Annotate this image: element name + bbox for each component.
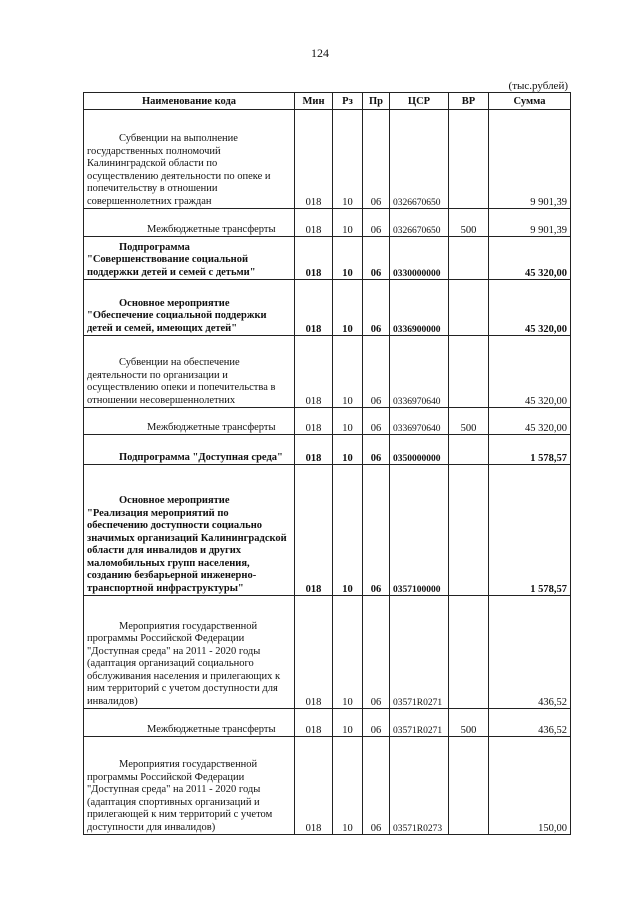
table-row	[84, 737, 571, 835]
row-vr	[449, 737, 489, 835]
header-csr: ЦСР	[390, 93, 449, 110]
unit-note: (тыс.рублей)	[508, 80, 568, 92]
row-name: Основное мероприятие "Обеспечение социальной поддержки детей и семей, имеющих детей"	[87, 297, 267, 334]
row-pr: 06	[363, 596, 390, 709]
row-name: Субвенции на обеспечение деятельности по организации и осуществлению опеки и попечительства в отношении несовершеннолетних	[87, 357, 276, 406]
row-csr: 0357100000	[390, 465, 449, 596]
row-csr: 0336900000	[390, 280, 449, 336]
row-csr: 03571R0271	[390, 596, 449, 709]
row-pr: 06	[363, 709, 390, 737]
row-vr	[449, 280, 489, 336]
row-min: 018	[295, 209, 333, 237]
header-vr: ВР	[449, 93, 489, 110]
row-min: 018	[295, 280, 333, 336]
row-rz: 10	[333, 237, 363, 280]
row-rz: 10	[333, 336, 363, 408]
row-sum: 436,52	[489, 596, 571, 709]
table-header-row	[84, 93, 571, 110]
row-rz: 10	[333, 435, 363, 465]
row-csr: 0326670650	[390, 110, 449, 209]
table-row	[84, 596, 571, 709]
row-sum: 1 578,57	[489, 435, 571, 465]
row-vr: 500	[449, 709, 489, 737]
table-row	[84, 435, 571, 465]
row-min: 018	[295, 435, 333, 465]
row-sum: 150,00	[489, 737, 571, 835]
row-rz: 10	[333, 737, 363, 835]
row-vr	[449, 336, 489, 408]
row-name: Мероприятия государственной программы Российской Федерации "Доступная среда" на 2011 - 2020 годы (адаптация спортивных организаций и прилегающей к ним территорий с учетом доступности для инвалидов)	[87, 759, 273, 833]
row-sum: 9 901,39	[489, 110, 571, 209]
table-row	[84, 465, 571, 596]
row-rz: 10	[333, 709, 363, 737]
row-csr: 03571R0273	[390, 737, 449, 835]
table-row	[84, 709, 571, 737]
row-pr: 06	[363, 280, 390, 336]
row-pr: 06	[363, 209, 390, 237]
row-sum: 436,52	[489, 709, 571, 737]
table-row	[84, 336, 571, 408]
row-min: 018	[295, 336, 333, 408]
row-vr: 500	[449, 408, 489, 435]
row-sum: 45 320,00	[489, 237, 571, 280]
row-name: Подпрограмма "Доступная среда"	[119, 451, 283, 463]
row-csr: 0326670650	[390, 209, 449, 237]
row-name: Межбюджетные трансферты	[147, 421, 276, 433]
row-pr: 06	[363, 737, 390, 835]
table-row	[84, 110, 571, 209]
row-pr: 06	[363, 110, 390, 209]
row-name: Подпрограмма "Совершенствование социальной поддержки детей и семей с детьми"	[87, 241, 256, 278]
row-sum: 45 320,00	[489, 336, 571, 408]
row-csr: 0350000000	[390, 435, 449, 465]
row-pr: 06	[363, 336, 390, 408]
row-rz: 10	[333, 110, 363, 209]
row-rz: 10	[333, 209, 363, 237]
row-min: 018	[295, 237, 333, 280]
row-pr: 06	[363, 237, 390, 280]
header-sum: Сумма	[489, 93, 571, 110]
row-name: Мероприятия государственной программы Российской Федерации "Доступная среда" на 2011 - 2020 годы (адаптация организаций социального обслуживания населения и прилегающих к ним территорий с учетом доступности для инвалидов)	[87, 620, 281, 707]
header-min: Мин	[295, 93, 333, 110]
row-rz: 10	[333, 280, 363, 336]
row-vr	[449, 596, 489, 709]
header-rz: Рз	[333, 93, 363, 110]
header-pr: Пр	[363, 93, 390, 110]
row-pr: 06	[363, 435, 390, 465]
row-name: Межбюджетные трансферты	[147, 723, 276, 735]
row-csr: 0336970640	[390, 336, 449, 408]
row-min: 018	[295, 408, 333, 435]
row-pr: 06	[363, 465, 390, 596]
row-min: 018	[295, 110, 333, 209]
row-vr: 500	[449, 209, 489, 237]
row-sum: 9 901,39	[489, 209, 571, 237]
header-name: Наименование кода	[84, 93, 295, 110]
row-min: 018	[295, 465, 333, 596]
table-row	[84, 408, 571, 435]
row-min: 018	[295, 596, 333, 709]
row-name: Основное мероприятие "Реализация мероприятий по обеспечению доступности социально значимых организаций Калининградской области для инвалидов и других маломобильных групп населения, созданию безбарьерной инженерно-транспортной инфраструктуры"	[87, 495, 287, 594]
table-row	[84, 280, 571, 336]
row-csr: 03571R0271	[390, 709, 449, 737]
row-pr: 06	[363, 408, 390, 435]
row-csr: 0330000000	[390, 237, 449, 280]
row-vr	[449, 110, 489, 209]
row-min: 018	[295, 737, 333, 835]
page-number: 124	[311, 46, 329, 60]
row-csr: 0336970640	[390, 408, 449, 435]
row-min: 018	[295, 709, 333, 737]
row-rz: 10	[333, 465, 363, 596]
row-vr	[449, 465, 489, 596]
table-row	[84, 237, 571, 280]
budget-table	[83, 92, 571, 835]
row-vr	[449, 435, 489, 465]
row-rz: 10	[333, 408, 363, 435]
row-sum: 45 320,00	[489, 280, 571, 336]
row-rz: 10	[333, 596, 363, 709]
table-row	[84, 209, 571, 237]
row-sum: 45 320,00	[489, 408, 571, 435]
row-sum: 1 578,57	[489, 465, 571, 596]
row-name: Субвенции на выполнение государственных полномочий Калининградской области по осуществлению деятельности по опеке и попечительству в отношении совершеннолетних граждан	[87, 133, 271, 207]
row-vr	[449, 237, 489, 280]
row-name: Межбюджетные трансферты	[147, 223, 276, 235]
